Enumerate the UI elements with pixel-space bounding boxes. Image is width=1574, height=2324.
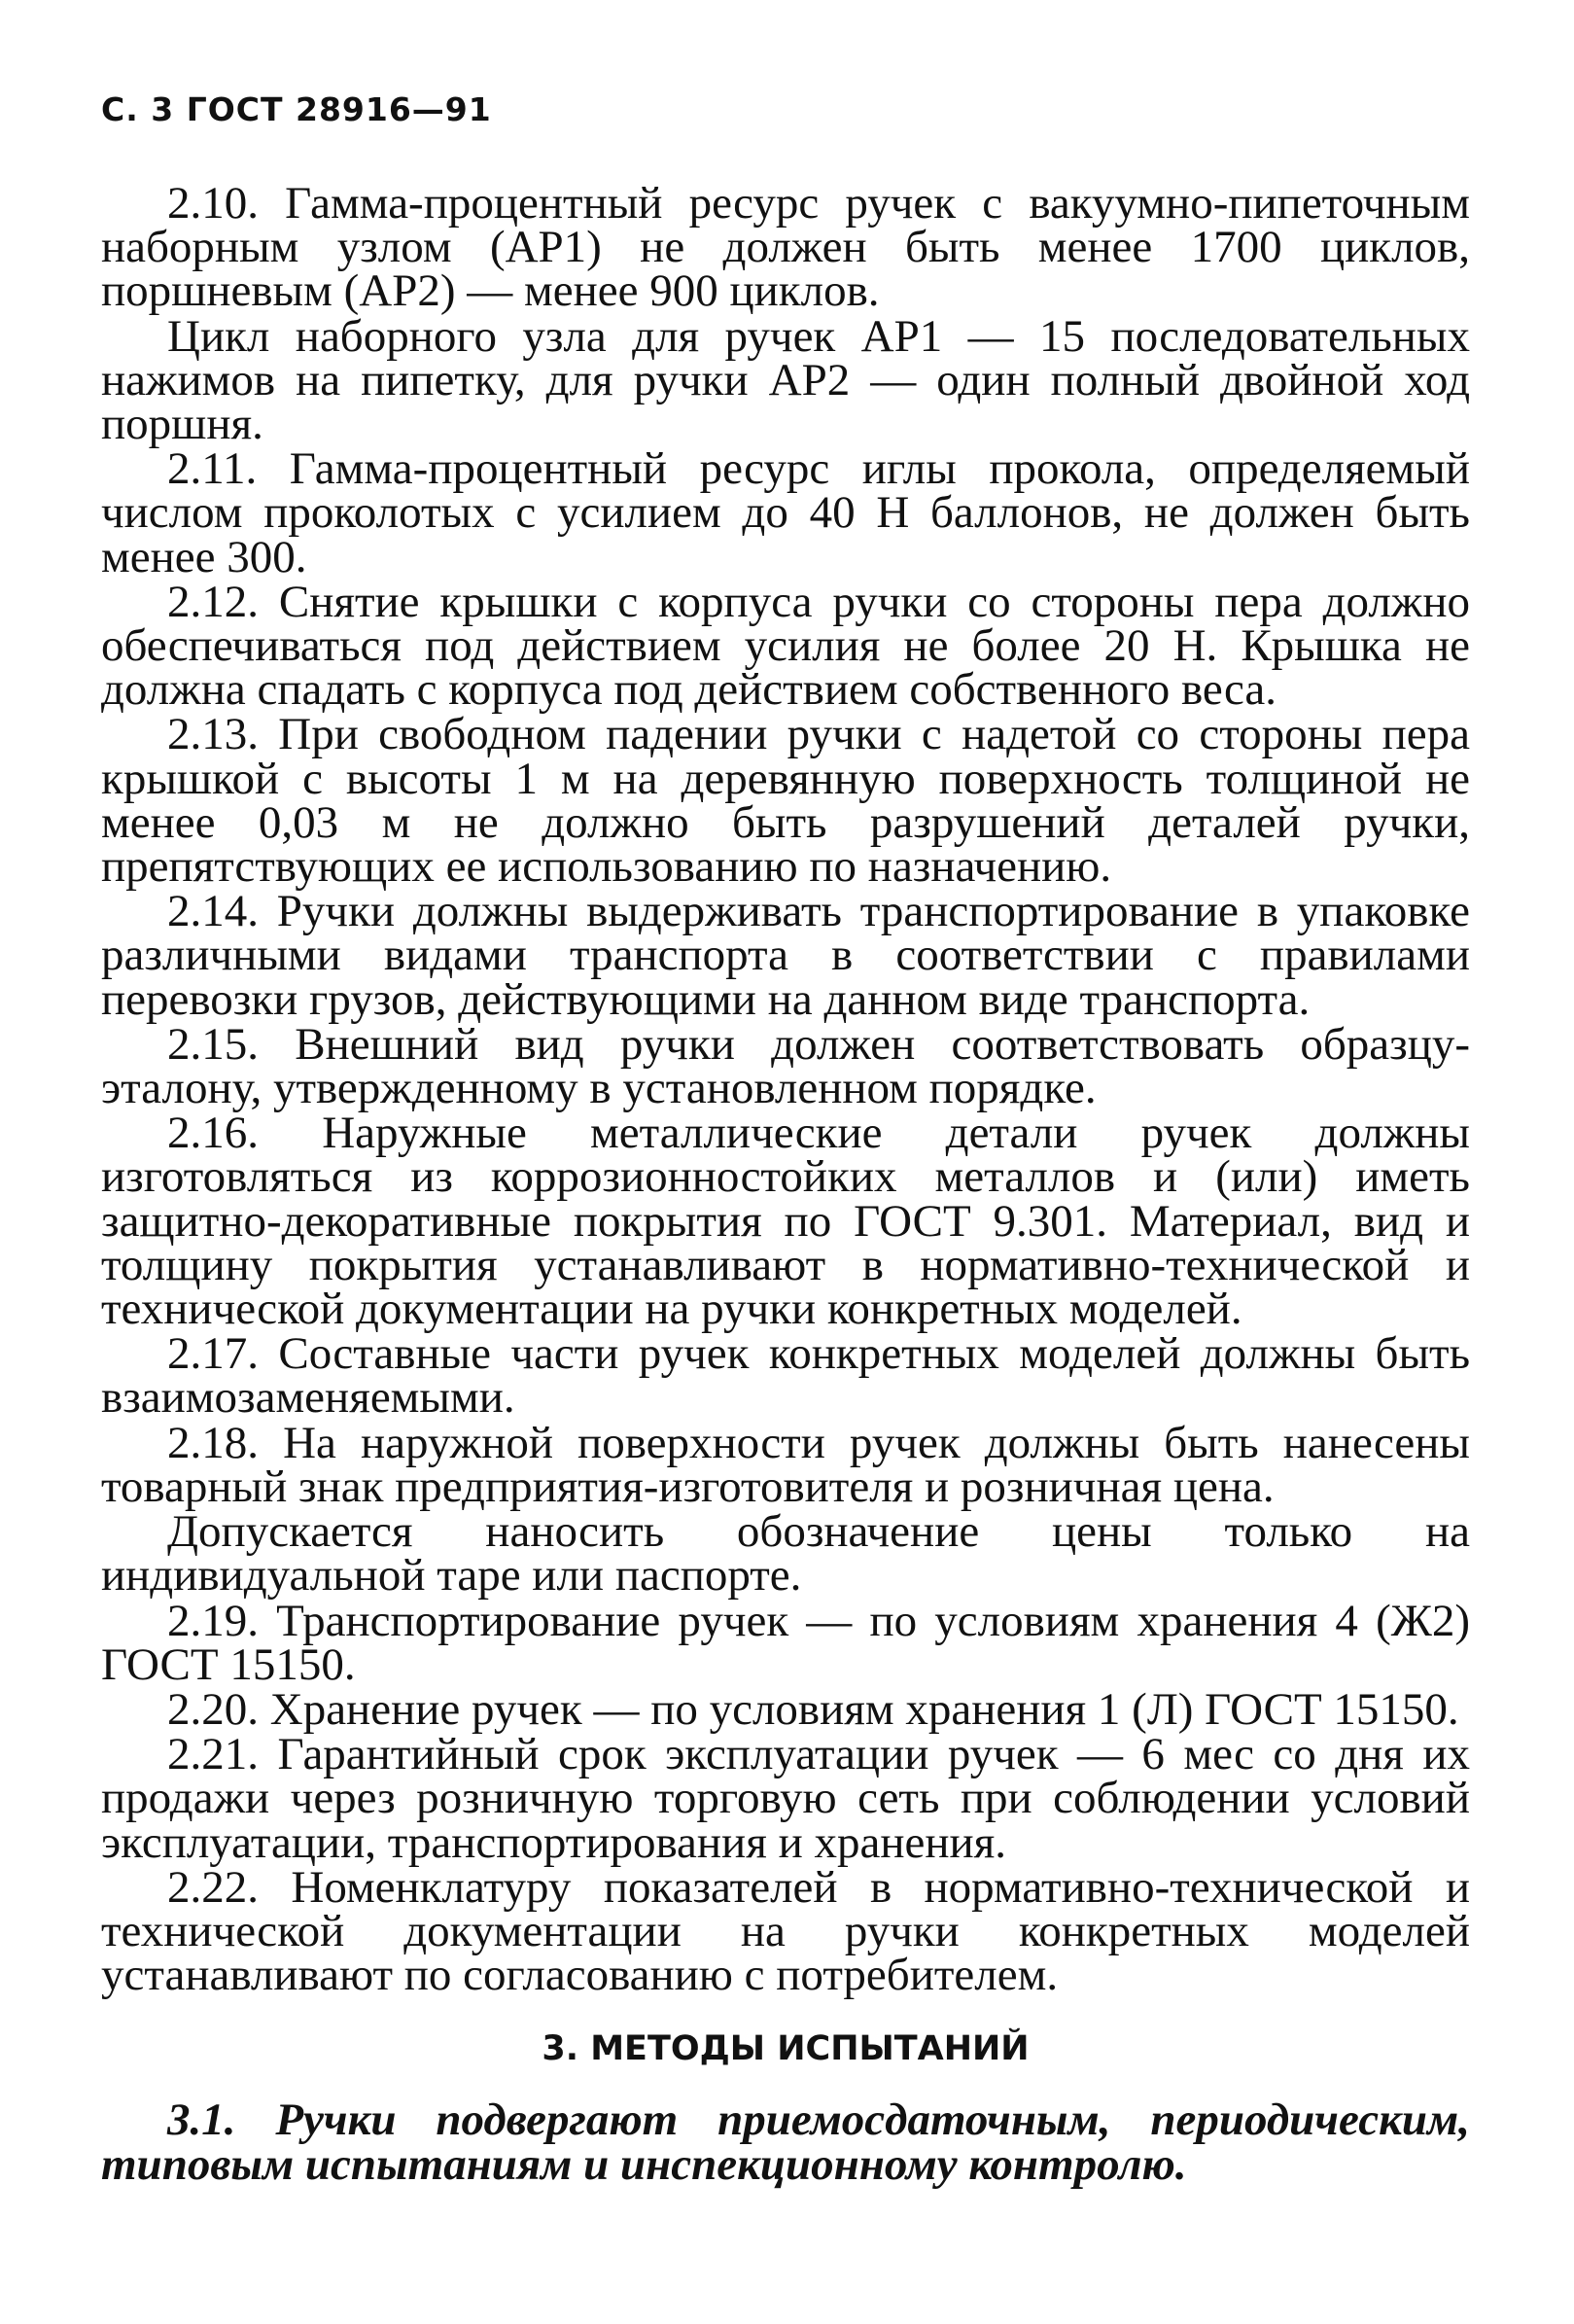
paragraph-2-14: 2.14. Ручки должны выдерживать транспортирование в упаковке различными видами транспорта в соответствии с правилами перевозки грузов, действующими на данном виде транспорта. — [101, 886, 1470, 1025]
section-title-test-methods: 3. МЕТОДЫ ИСПЫТАНИЙ — [542, 2029, 1030, 2069]
paragraph-2-19: 2.19. Транспортирование ручек — по условиям хранения 4 (Ж2) ГОСТ 15150. — [101, 1595, 1470, 1690]
page-header: С. 3 ГОСТ 28916—91 — [101, 90, 492, 128]
paragraph-2-18: 2.18. На наружной поверхности ручек должны быть нанесены товарный знак предприятия-изготовителя и розничная цена. — [101, 1417, 1470, 1512]
paragraph-2-16: 2.16. Наружные металлические детали ручек должны изготовляться из коррозионностойких металлов и (или) иметь защитно-декоративные покрытия по ГОСТ 9.301. Материал, вид и толщину покрытия устанавливают в нормативно-технической и технической документации на ручки конкретных моделей. — [101, 1108, 1470, 1335]
paragraph-3-1: 3.1. Ручки подвергают приемосдаточным, периодическим, типовым испытаниям и инспекционному контролю. — [101, 2095, 1470, 2190]
paragraph-2-20: 2.20. Хранение ручек — по условиям хранения 1 (Л) ГОСТ 15150. — [167, 1683, 1459, 1735]
paragraph-2-17: 2.17. Составные части ручек конкретных моделей должны быть взаимозаменяемыми. — [101, 1328, 1470, 1424]
paragraph-2-15: 2.15. Внешний вид ручки должен соответствовать образцу-эталону, утвержденному в установленном порядке. — [101, 1018, 1470, 1114]
document-page — [101, 90, 1470, 2190]
paragraph-2-18-price: Допускается наносить обозначение цены только на индивидуальной таре или паспорте. — [101, 1506, 1470, 1602]
paragraph-2-22: 2.22. Номенклатуру показателей в нормативно-технической и технической документации на ручки конкретных моделей устанавливают по согласованию с потребителем. — [101, 1861, 1470, 2001]
paragraph-2-10-cycle: Цикл наборного узла для ручек АР1 — 15 последовательных нажимов на пипетку, для ручки АР2 — один полный двойной ход поршня. — [101, 310, 1470, 450]
paragraph-2-21: 2.21. Гарантийный срок эксплуатации ручек — 6 мес со дня их продажи через розничную торговую сеть при соблюдении условий эксплуатации, транспортирования и хранения. — [101, 1729, 1470, 1868]
paragraph-2-12: 2.12. Снятие крышки с корпуса ручки со стороны пера должно обеспечиваться под действием усилия не более 20 Н. Крышка не должна спадать с корпуса под действием собственного веса. — [101, 576, 1470, 716]
paragraph-2-11: 2.11. Гамма-процентный ресурс иглы прокола, определяемый числом проколотых с усилием до 40 Н баллонов, не должен быть менее 300. — [101, 443, 1470, 582]
paragraph-2-13: 2.13. При свободном падении ручки с надетой со стороны пера крышкой с высоты 1 м на деревянную поверхность толщиной не менее 0,03 м не должно быть разрушений деталей ручки, препятствующих ее использованию по назначению. — [101, 709, 1470, 893]
paragraph-2-10: 2.10. Гамма-процентный ресурс ручек с вакуумно-пипеточным наборным узлом (АР1) не должен быть менее 1700 циклов, поршневым (АР2) — менее 900 циклов. — [101, 178, 1470, 317]
